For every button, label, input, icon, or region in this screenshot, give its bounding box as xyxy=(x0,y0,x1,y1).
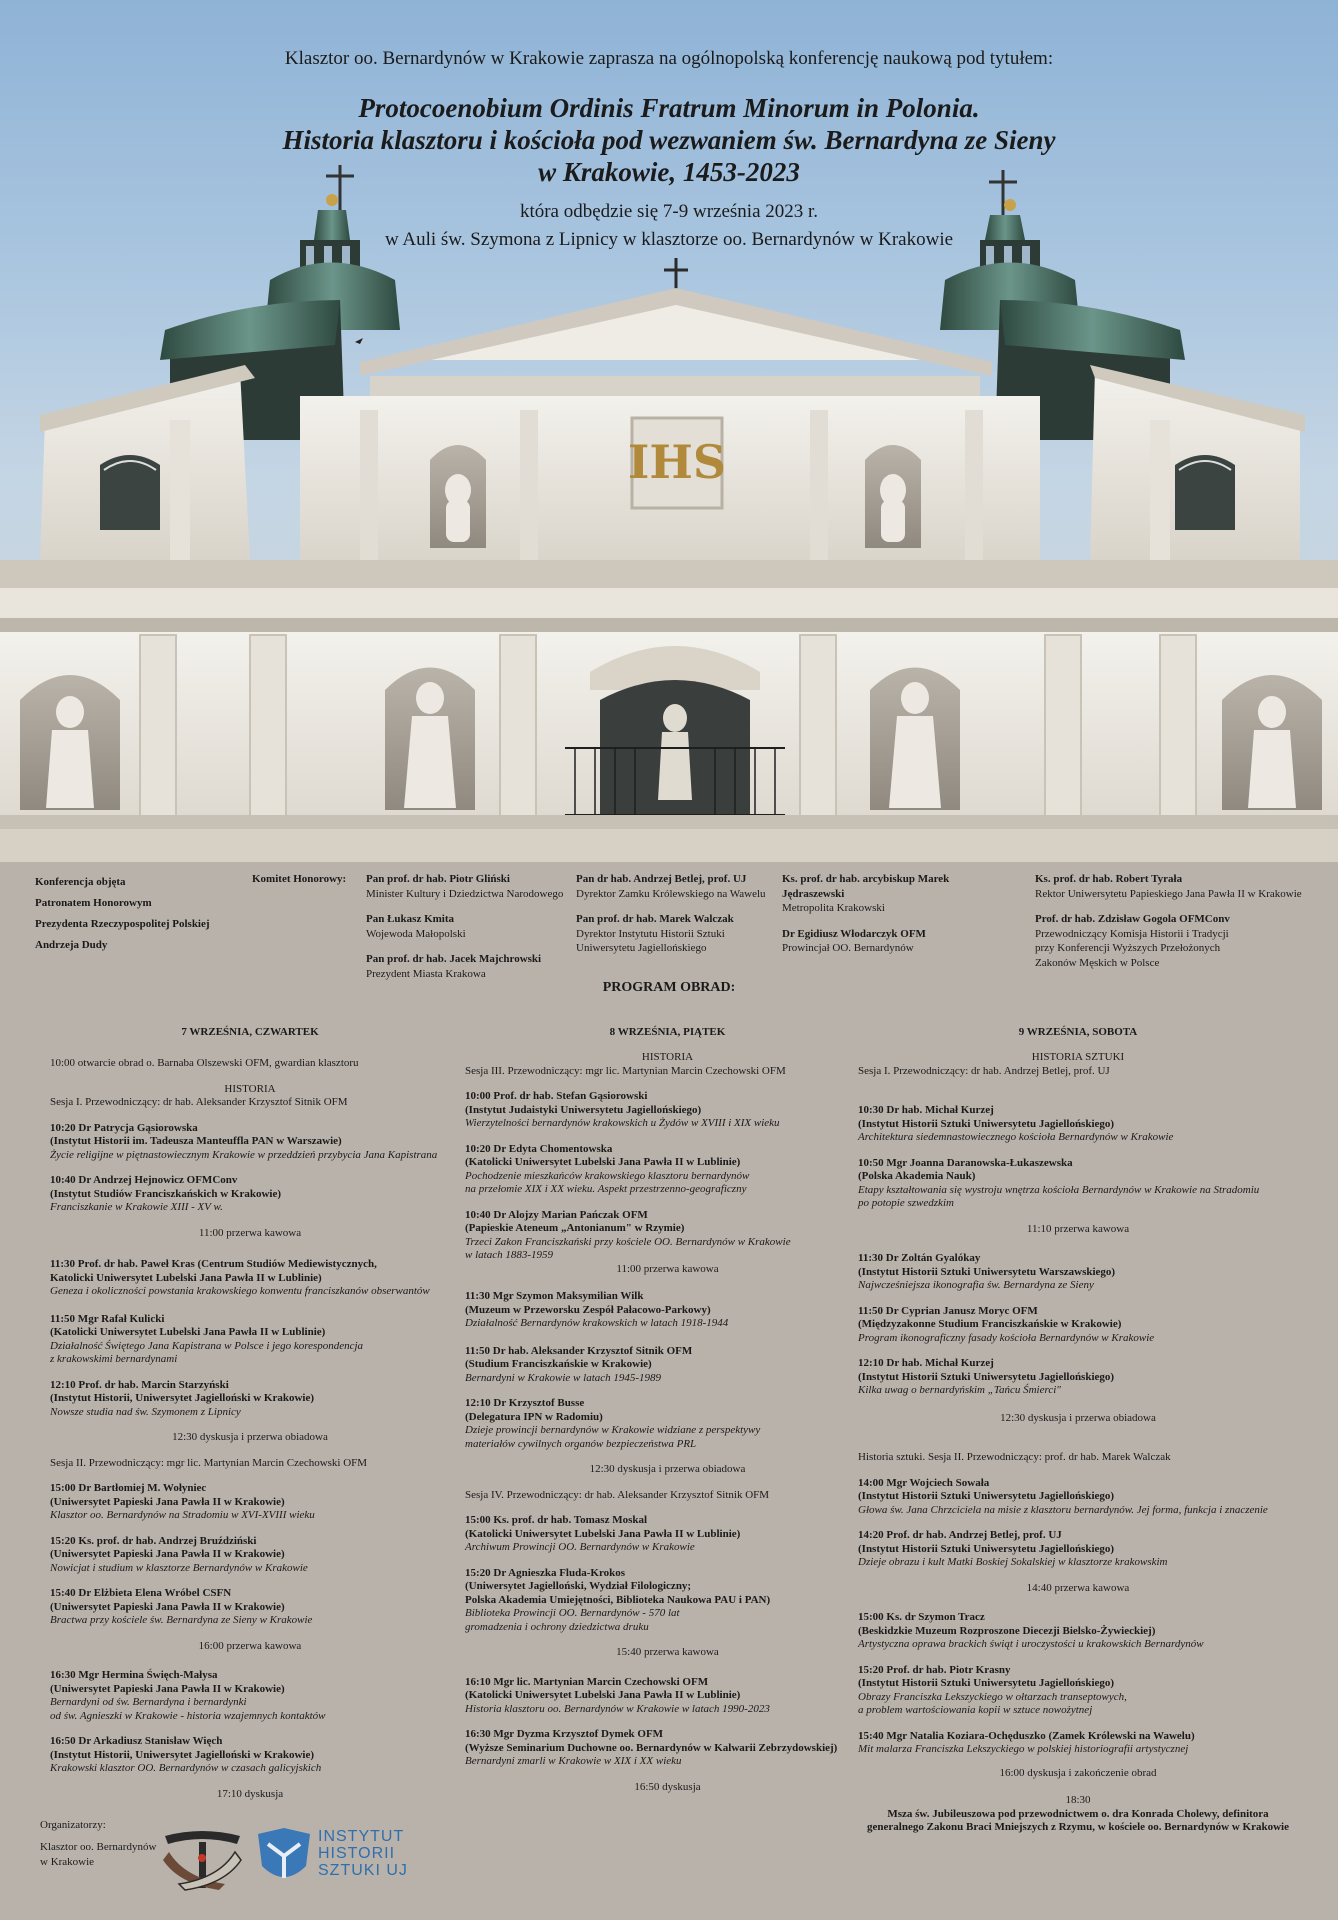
member-role: Prowincjał OO. Bernardynów xyxy=(782,942,914,954)
franciscan-logo xyxy=(155,1818,250,1893)
talk-speaker: 15:20 Ks. prof. dr hab. Andrzej Bruździński xyxy=(50,1534,257,1547)
talk-speaker: (Uniwersytet Jagielloński, Wydział Filologiczny; xyxy=(465,1580,692,1592)
session-header: Sesja I. Przewodniczący: dr hab. Andrzej Betlej, prof. UJ xyxy=(858,1064,1110,1077)
talk-title: materiałów cywilnych organów bezpieczeństwa PRL xyxy=(465,1437,697,1450)
talk-speaker: (Instytut Historii, Uniwersytet Jagielloński w Krakowie) xyxy=(50,1392,314,1404)
talk-speaker: 10:40 Dr Andrzej Hejnowicz OFMConv xyxy=(50,1174,238,1186)
member-role: Prezydent Miasta Krakowa xyxy=(366,967,486,980)
program-talk xyxy=(50,1482,450,1523)
program-talk xyxy=(50,1313,450,1367)
talk-speaker: (Katolicki Uniwersytet Lubelski Jana Pawła II w Lublinie) xyxy=(465,1689,741,1701)
committee-member xyxy=(782,872,982,916)
talk-speaker: 11:50 Dr hab. Aleksander Krzysztof Sitnik OFM xyxy=(465,1344,693,1357)
talk-speaker: (Instytut Historii Sztuki Uniwersytetu Jagiellońskiego) xyxy=(858,1490,1115,1502)
day-header: 7 WRZEŚNIA, CZWARTEK xyxy=(181,1026,319,1038)
conference-title xyxy=(0,92,1338,188)
program-talk xyxy=(858,1477,1298,1518)
institute-emblem-icon xyxy=(254,1826,314,1892)
committee-member xyxy=(366,952,566,981)
program-break: 11:00 przerwa kawowa xyxy=(198,1226,302,1239)
program-talk xyxy=(858,1357,1298,1398)
talk-speaker: (Polska Akademia Nauk) xyxy=(858,1170,976,1182)
program-talk xyxy=(465,1209,870,1263)
member-name: Ks. prof. dr hab. Robert Tyrała xyxy=(1035,873,1183,885)
talk-speaker: 10:20 Dr Edyta Chomentowska xyxy=(465,1142,613,1155)
talk-title: po potopie szwedzkim xyxy=(858,1197,954,1209)
central-gable xyxy=(300,258,1040,566)
talk-title: Krakowski klasztor OO. Bernardynów w czasach galicyjskich xyxy=(50,1762,322,1774)
member-role: Wojewoda Małopolski xyxy=(366,927,466,940)
patronage-line: Andrzeja Dudy xyxy=(35,939,108,951)
talk-speaker: 14:00 Mgr Wojciech Sowała xyxy=(858,1476,990,1489)
talk-speaker: 10:20 Dr Patrycja Gąsiorowska xyxy=(50,1121,198,1134)
committee-member xyxy=(782,927,982,956)
program-talk xyxy=(50,1587,450,1628)
program-talk xyxy=(50,1174,450,1215)
talk-speaker: (Instytut Historii Sztuki Uniwersytetu Jagiellońskiego) xyxy=(858,1117,1115,1130)
patronage-line: Prezydenta Rzeczypospolitej Polskiej xyxy=(35,918,210,930)
committee-column xyxy=(366,872,566,992)
day-header: 9 WRZEŚNIA, SOBOTA xyxy=(1018,1026,1138,1038)
program-talk xyxy=(50,1669,450,1723)
title-line: Protocoenobium Ordinis Fratrum Minorum in Polonia. xyxy=(358,93,980,123)
talk-speaker: 12:10 Prof. dr hab. Marcin Starzyński xyxy=(50,1378,229,1391)
talk-title: Nowicjat i studium w klasztorze Bernardynów w Krakowie xyxy=(50,1561,308,1574)
institute-name-line: INSTYTUT xyxy=(318,1828,405,1845)
talk-speaker: 15:00 Dr Bartłomiej M. Wołyniec xyxy=(50,1482,207,1494)
talk-speaker: (Instytut Studiów Franciszkańskich w Krakowie) xyxy=(50,1187,282,1200)
talk-title: na przełomie XIX i XX wieku. Aspekt przestrzenno-geograficzny xyxy=(465,1183,747,1195)
talk-speaker: Katolicki Uniwersytet Lubelski Jana Pawła II w Lublinie) xyxy=(50,1271,322,1284)
program-break: 12:30 dyskusja i przerwa obiadowa xyxy=(1000,1411,1156,1424)
session-header: Sesja IV. Przewodniczący: dr hab. Aleksander Krzysztof Sitnik OFM xyxy=(465,1488,770,1501)
institute-name-line: SZTUKI UJ xyxy=(318,1862,408,1879)
talk-title: Działalność Bernardynów krakowskich w latach 1918-1944 xyxy=(465,1317,729,1329)
title-line: Historia klasztoru i kościoła pod wezwaniem św. Bernardyna ze Sieny xyxy=(282,125,1056,155)
conference-date-venue xyxy=(0,198,1338,254)
talk-speaker: (Katolicki Uniwersytet Lubelski Jana Pawła II w Lublinie) xyxy=(465,1527,741,1540)
jubilee-mass: Msza św. Jubileuszowa pod przewodnictwem o. dra Konrada Cholewy, definitora generalnego Zakonu Braci Mniejszych z Rzymu, w kościele oo. Bernardynów w Krakowie xyxy=(867,1807,1289,1833)
talk-title: Pochodzenie mieszkańców krakowskiego klasztoru bernardynów xyxy=(465,1169,750,1182)
program-talk xyxy=(465,1728,870,1769)
program-break: HISTORIA xyxy=(641,1051,694,1063)
session-header: Sesja III. Przewodniczący: mgr lic. Martynian Marcin Czechowski OFM xyxy=(465,1064,786,1077)
talk-title: Franciszkanie w Krakowie XIII - XV w. xyxy=(50,1201,223,1213)
talk-title: Klasztor oo. Bernardynów na Stradomiu w XVI-XVIII wieku xyxy=(50,1509,315,1521)
talk-speaker: 15:00 Ks. dr Szymon Tracz xyxy=(858,1611,985,1623)
member-role: Minister Kultury i Dziedzictwa Narodowego xyxy=(366,887,564,900)
session-header: Sesja II. Przewodniczący: mgr lic. Martynian Marcin Czechowski OFM xyxy=(50,1456,368,1469)
program-talk xyxy=(858,1305,1298,1346)
member-name: Dr Egidiusz Włodarczyk OFM xyxy=(782,927,926,940)
talk-speaker: (Studium Franciszkańskie w Krakowie) xyxy=(465,1358,652,1370)
talk-speaker: 10:50 Mgr Joanna Daranowska-Łukaszewska xyxy=(858,1156,1073,1169)
program-item: 10:00 otwarcie obrad o. Barnaba Olszewski OFM, gwardian klasztoru xyxy=(50,1057,359,1069)
lower-facade xyxy=(0,560,1338,862)
talk-speaker: (Muzeum w Przeworsku Zespół Pałacowo-Parkowy) xyxy=(465,1303,711,1316)
talk-title: Bernardyni zmarli w Krakowie w XIX i XX wieku xyxy=(465,1755,682,1767)
program-title: PROGRAM OBRAD: xyxy=(602,980,736,995)
talk-speaker: 16:50 Dr Arkadiusz Stanisław Więch xyxy=(50,1735,223,1747)
talk-speaker: 11:30 Dr Zoltán Gyalókay xyxy=(858,1252,981,1264)
talk-speaker: 11:30 Prof. dr hab. Paweł Kras (Centrum Studiów Mediewistycznych, xyxy=(50,1258,377,1270)
talk-title: Bernardyni w Krakowie w latach 1945-1989 xyxy=(465,1371,662,1384)
committee-column xyxy=(1035,872,1305,981)
committee-member xyxy=(576,872,776,901)
member-role: Zakonów Męskich w Polsce xyxy=(1035,956,1160,969)
member-role: Dyrektor Zamku Królewskiego na Wawelu xyxy=(576,887,766,900)
session-header: Historia sztuki. Sesja II. Przewodniczący: prof. dr hab. Marek Walczak xyxy=(858,1451,1171,1463)
talk-speaker: 10:30 Dr hab. Michał Kurzej xyxy=(858,1104,994,1116)
talk-speaker: 16:10 Mgr lic. Martynian Marcin Czechowski OFM xyxy=(465,1675,709,1688)
talk-speaker: (Delegatura IPN w Radomiu) xyxy=(465,1410,603,1423)
title-line: w Krakowie, 1453-2023 xyxy=(538,157,800,187)
program-talk xyxy=(465,1567,870,1635)
talk-speaker: (Instytut Historii Sztuki Uniwersytetu Jagiellońskiego) xyxy=(858,1542,1115,1555)
talk-speaker: (Papieskie Ateneum „Antonianum" w Rzymie) xyxy=(465,1222,685,1234)
program-talk xyxy=(50,1258,450,1299)
talk-speaker: 10:40 Dr Alojzy Marian Pańczak OFM xyxy=(465,1208,648,1221)
program-talk xyxy=(465,1514,870,1555)
talk-title: Archiwum Prowincji OO. Bernardynów w Krakowie xyxy=(465,1541,695,1553)
organizer-line: w Krakowie xyxy=(40,1855,95,1868)
venue-line: w Auli św. Szymona z Lipnicy w klasztorze oo. Bernardynów w Krakowie xyxy=(384,229,954,250)
organizer-line: Klasztor oo. Bernardynów xyxy=(40,1841,157,1853)
day-column-thursday xyxy=(50,1025,450,1801)
member-name: Pan prof. dr hab. Marek Walczak xyxy=(576,913,734,925)
committee-member xyxy=(1035,912,1305,970)
session-header: Sesja I. Przewodniczący: dr hab. Aleksander Krzysztof Sitnik OFM xyxy=(50,1096,348,1108)
member-name: Pan dr hab. Andrzej Betlej, prof. UJ xyxy=(576,873,747,885)
talk-speaker: 15:40 Mgr Natalia Koziara-Ochęduszko (Zamek Królewski na Wawelu) xyxy=(858,1729,1195,1742)
talk-speaker: 15:00 Ks. prof. dr hab. Tomasz Moskal xyxy=(465,1514,648,1526)
program-break: 12:30 dyskusja i przerwa obiadowa xyxy=(172,1431,328,1443)
member-name: Pan prof. dr hab. Jacek Majchrowski xyxy=(366,953,542,965)
talk-title: od św. Agnieszki w Krakowie - historia wzajemnych kontaktów xyxy=(50,1709,326,1722)
talk-title: Mit malarza Franciszka Lekszyckiego w polskiej historiografii artystycznej xyxy=(858,1743,1189,1755)
talk-speaker: 14:20 Prof. dr hab. Andrzej Betlej, prof. UJ xyxy=(858,1529,1062,1541)
talk-speaker: (Wyższe Seminarium Duchowne oo. Bernardynów w Kalwarii Zebrzydowskiej) xyxy=(465,1741,838,1754)
program-break: 17:10 dyskusja xyxy=(216,1787,284,1800)
talk-speaker: (Międzyzakonne Studium Franciszkańskie w Krakowie) xyxy=(858,1318,1122,1330)
program-talk xyxy=(50,1122,450,1163)
program-talk xyxy=(858,1611,1298,1652)
talk-speaker: (Uniwersytet Papieski Jana Pawła II w Krakowie) xyxy=(50,1548,285,1560)
invitation-intro: Klasztor oo. Bernardynów w Krakowie zaprasza na ogólnopolską konferencję naukową pod tytułem: xyxy=(284,48,1054,69)
program-break: 15:40 przerwa kawowa xyxy=(616,1646,719,1658)
program-break: 11:10 przerwa kawowa xyxy=(1026,1222,1130,1235)
talk-speaker: 11:50 Mgr Rafał Kulicki xyxy=(50,1312,165,1325)
member-role: Metropolita Krakowski xyxy=(782,902,885,914)
program-talk xyxy=(465,1345,870,1386)
program-talk xyxy=(858,1529,1298,1570)
talk-speaker: (Beskidzkie Muzeum Rozproszone Diecezji Bielsko-Żywieckiej) xyxy=(858,1624,1156,1637)
talk-title: Głowa św. Jana Chrzciciela na misie z klasztoru bernardynów. Jej forma, funkcja i znaczenie xyxy=(858,1503,1268,1516)
talk-title: Kilka uwag o bernardyńskim „Tańcu Śmierci" xyxy=(858,1384,1061,1396)
program-break: 12:30 dyskusja i przerwa obiadowa xyxy=(589,1463,746,1475)
member-name: Pan Łukasz Kmita xyxy=(366,913,455,925)
patronage-line: Konferencja objęta xyxy=(35,876,126,888)
svg-text:IHS: IHS xyxy=(627,435,727,489)
program-talk xyxy=(858,1252,1298,1293)
talk-title: Dzieje obrazu i kult Matki Boskiej Sokalskiej w klasztorze krakowskim xyxy=(858,1556,1168,1568)
organizer-monastery xyxy=(40,1840,170,1869)
program-break: 16:00 dyskusja i zakończenie obrad xyxy=(999,1766,1157,1779)
member-name: Prof. dr hab. Zdzisław Gogola OFMConv xyxy=(1035,913,1230,925)
committee-member xyxy=(576,912,776,956)
talk-speaker: (Instytut Historii Sztuki Uniwersytetu Warszawskiego) xyxy=(858,1265,1116,1278)
committee-member xyxy=(366,872,566,901)
committee-column xyxy=(576,872,776,967)
member-role: Przewodniczący Komisja Historii i Tradycji xyxy=(1035,927,1229,940)
talk-speaker: (Katolicki Uniwersytet Lubelski Jana Pawła II w Lublinie) xyxy=(50,1326,326,1338)
program-talk xyxy=(465,1143,870,1197)
talk-title: a problem wartościowania kopii w sztuce nowożytnej xyxy=(858,1704,1093,1716)
day-header: 8 WRZEŚNIA, PIĄTEK xyxy=(609,1026,726,1038)
talk-title: Obrazy Franciszka Lekszyckiego w ołtarzach transeptowych, xyxy=(858,1690,1127,1703)
program-talk xyxy=(858,1157,1298,1211)
program-talk xyxy=(50,1535,450,1576)
talk-title: Historia klasztoru oo. Bernardynów w Krakowie w latach 1990-2023 xyxy=(465,1702,770,1715)
committee-column xyxy=(782,872,982,967)
committee-label: Komitet Honorowy: xyxy=(252,873,347,885)
talk-speaker: 10:00 Prof. dr hab. Stefan Gąsiorowski xyxy=(465,1090,648,1102)
talk-title: w latach 1883-1959 xyxy=(465,1249,553,1261)
talk-title: Artystyczna oprawa brackich świąt i uroczystości u krakowskich Bernardynów xyxy=(858,1638,1204,1650)
talk-speaker: (Katolicki Uniwersytet Lubelski Jana Pawła II w Lublinie) xyxy=(465,1156,741,1168)
talk-title: Życie religijne w piętnastowiecznym Krakowie w przeddzień przybycia Jana Kapistrana xyxy=(50,1148,438,1161)
organizers-label: Organizatorzy: xyxy=(40,1819,106,1831)
member-name: Ks. prof. dr hab. arcybiskup Marek Jędraszewski xyxy=(782,873,950,900)
talk-title: Nowsze studia nad św. Szymonem z Lipnicy xyxy=(50,1405,241,1418)
talk-title: Dzieje prowincji bernardynów w Krakowie widziane z perspektywy xyxy=(465,1424,761,1436)
program-talk xyxy=(858,1730,1298,1757)
talk-speaker: (Instytut Historii, Uniwersytet Jagielloński w Krakowie) xyxy=(50,1748,314,1761)
talk-speaker: 16:30 Mgr Dyzma Krzysztof Dymek OFM xyxy=(465,1728,664,1740)
talk-speaker: 15:20 Prof. dr hab. Piotr Krasny xyxy=(858,1663,1011,1676)
program-talk xyxy=(465,1090,870,1131)
program-talk xyxy=(50,1379,450,1420)
talk-speaker: (Instytut Judaistyki Uniwersytetu Jagiellońskiego) xyxy=(465,1103,702,1116)
talk-title: Etapy kształtowania się wystroju wnętrza kościoła Bernardynów w Krakowie na Stradomiu xyxy=(858,1183,1260,1196)
program-talk xyxy=(465,1397,870,1451)
talk-title: gromadzenia i ochrony dziedzictwa druku xyxy=(465,1620,649,1633)
hero-image xyxy=(0,0,1338,862)
talk-title: Bernardyni od św. Bernardyna i bernardynki xyxy=(50,1696,247,1708)
program-break: HISTORIA xyxy=(224,1082,276,1095)
institute-logo xyxy=(254,1826,414,1892)
talk-title: Najwcześniejsza ikonografia św. Bernardyna ze Sieny xyxy=(858,1279,1094,1291)
program-talk xyxy=(858,1664,1298,1718)
program-break: 18:30 xyxy=(1065,1794,1091,1806)
talk-title: Geneza i okoliczności powstania krakowskiego konwentu franciszkanów obserwantów xyxy=(50,1285,430,1297)
talk-title: Trzeci Zakon Franciszkański przy kościele OO. Bernardynów w Krakowie xyxy=(465,1235,791,1248)
program-talk xyxy=(465,1676,870,1717)
program-talk xyxy=(858,1104,1298,1145)
talk-speaker: 15:40 Dr Elżbieta Elena Wróbel CSFN xyxy=(50,1587,232,1599)
talk-title: Biblioteka Prowincji OO. Bernardynów - 570 lat xyxy=(465,1607,680,1619)
program-talk xyxy=(50,1735,450,1776)
institute-name-line: HISTORII xyxy=(318,1845,396,1862)
talk-speaker: 12:10 Dr hab. Michał Kurzej xyxy=(858,1357,994,1369)
talk-speaker: 16:30 Mgr Hermina Święch-Małysa xyxy=(50,1669,218,1681)
program-break: 11:00 przerwa kawowa xyxy=(616,1262,719,1275)
member-name: Pan prof. dr hab. Piotr Gliński xyxy=(366,873,510,885)
talk-speaker: 11:30 Mgr Szymon Maksymilian Wilk xyxy=(465,1290,644,1302)
talk-title: z krakowskimi bernardynami xyxy=(50,1353,178,1365)
committee-member xyxy=(1035,872,1305,901)
date-line: która odbędzie się 7-9 września 2023 r. xyxy=(519,201,819,222)
talk-speaker: 12:10 Dr Krzysztof Busse xyxy=(465,1397,585,1409)
talk-speaker: (Instytut Historii im. Tadeusza Manteuffla PAN w Warszawie) xyxy=(50,1135,342,1147)
institute-name xyxy=(318,1828,408,1879)
member-role: Uniwersytetu Jagiellońskiego xyxy=(576,942,707,954)
member-role: Rektor Uniwersytetu Papieskiego Jana Pawła II w Krakowie xyxy=(1035,887,1302,900)
member-role: przy Konferencji Wyższych Przełożonych xyxy=(1035,942,1221,954)
talk-speaker: (Uniwersytet Papieski Jana Pawła II w Krakowie) xyxy=(50,1495,285,1508)
talk-title: Bractwa przy kościele św. Bernardyna ze Sieny w Krakowie xyxy=(50,1614,313,1626)
talk-speaker: (Uniwersytet Papieski Jana Pawła II w Krakowie) xyxy=(50,1600,285,1613)
talk-title: Program ikonograficzny fasady kościoła Bernardynów w Krakowie xyxy=(858,1331,1155,1344)
honorary-patronage xyxy=(35,872,235,956)
talk-title: Wierzytelności bernardynów krakowskich u Żydów w XVIII i XIX wieku xyxy=(465,1117,780,1129)
talk-speaker: 15:20 Dr Agnieszka Fluda-Krokos xyxy=(465,1566,626,1579)
day-column-friday xyxy=(465,1025,870,1794)
committee-member xyxy=(366,912,566,941)
talk-title: Działalność Świętego Jana Kapistrana w Polsce i jego korespondencja xyxy=(50,1339,364,1352)
program-talk xyxy=(465,1290,870,1331)
talk-speaker: Polska Akademia Umiejętności, Biblioteka Naukowa PAU i PAN) xyxy=(465,1593,771,1606)
patronage-line: Patronatem Honorowym xyxy=(35,897,152,909)
program-break: 14:40 przerwa kawowa xyxy=(1026,1581,1130,1594)
talk-speaker: (Instytut Historii Sztuki Uniwersytetu Jagiellońskiego) xyxy=(858,1370,1115,1383)
program-break: 16:50 dyskusja xyxy=(634,1780,701,1793)
program-break: 16:00 przerwa kawowa xyxy=(198,1639,302,1652)
day-column-saturday xyxy=(858,1025,1298,1835)
program-break: HISTORIA SZTUKI xyxy=(1031,1051,1125,1063)
member-role: Dyrektor Instytutu Historii Sztuki xyxy=(576,927,725,940)
talk-title: Architektura siedemnastowiecznego kościoła Bernardynów w Krakowie xyxy=(858,1131,1174,1143)
talk-speaker: 11:50 Dr Cyprian Janusz Moryc OFM xyxy=(858,1304,1038,1317)
talk-speaker: (Uniwersytet Papieski Jana Pawła II w Krakowie) xyxy=(50,1682,285,1695)
talk-speaker: (Instytut Historii Sztuki Uniwersytetu Jagiellońskiego) xyxy=(858,1677,1115,1689)
